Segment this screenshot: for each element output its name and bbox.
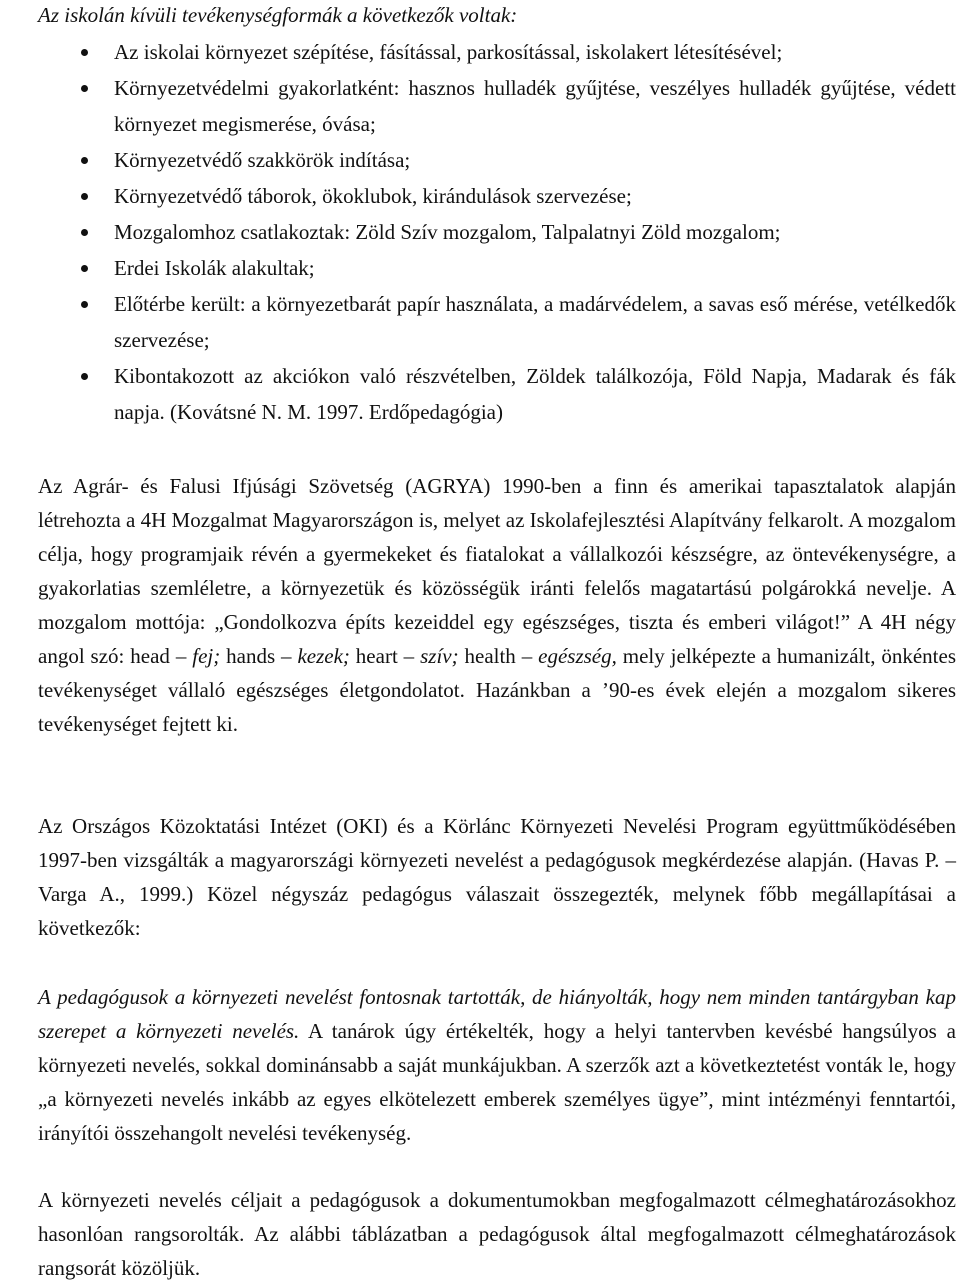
list-item: Környezetvédő táborok, ökoklubok, kirándulások szervezése; — [114, 178, 956, 214]
agrya-sziv: szív; — [420, 644, 459, 668]
agrya-text-4: health – — [458, 644, 539, 668]
agrya-text-1: Az Agrár- és Falusi Ifjúsági Szövetség (AGRYA) 1990-ben a finn és amerikai tapasztalatok alapján létrehozta a 4H Mozgalmat Magyarországon is, melyet az Iskolafejlesztési Alapítvány felkarolt. A mozgalom célja, hogy programjaik révén a gyermekeket és fiatalokat a vállalkozói készségre, az öntevékenységre, a gyakorlatias szemléletre, a környezetük és közösségük iránti felelős magatartású polgárokká nevelje. A mozgalom mottója: „Gondolkozva építs kezeiddel egy egészséges, tiszta és emberi világot!” A 4H négy angol szó: head – — [38, 474, 956, 668]
activities-heading: Az iskolán kívüli tevékenységformák a következők voltak: — [38, 3, 518, 27]
agrya-text-5: mely jelképezte a humanizált, önkéntes tevékenységet vállaló egészséges életgondolatot. Hazánkban a ’90-es évek elején a mozgalom sikeres tevékenységet fejtett ki. — [38, 644, 956, 736]
agrya-paragraph — [38, 469, 956, 741]
findings-text: A tanárok úgy értékelték, hogy a helyi tantervben kevésbé hangsúlyos a környezeti nevelés, sokkal dominánsabb a saját munkájukban. A szerzők azt a következtetést vonták le, hogy „a környezeti nevelés inkább az egyes elkötelezett emberek személyes ügye”, mint intézményi fenntartói, irányítói összehangolt nevelési tevékenység. — [38, 1019, 956, 1145]
list-item: Kibontakozott az akciókon való részvételben, Zöldek találkozója, Föld Napja, Madarak és fák napja. (Kovátsné N. M. 1997. Erdőpedagógia) — [114, 358, 956, 430]
agrya-text-2: hands – — [220, 644, 298, 668]
goals-paragraph: A környezeti nevelés céljait a pedagógusok a dokumentumokban megfogalmazott célmeghatározásokhoz hasonlóan rangsorolták. Az alábbi táblázatban a pedagógusok által megfogalmazott célmeghatározások rangsorát közöljük. — [38, 1188, 956, 1280]
findings-paragraph — [38, 980, 956, 1150]
list-item: Környezetvédelmi gyakorlatként: hasznos hulladék gyűjtése, veszélyes hulladék gyűjtése, védett környezet megismerése, óvása; — [114, 70, 956, 142]
oki-paragraph: Az Országos Közoktatási Intézet (OKI) és a Körlánc Környezeti Nevelési Program együttműködésében 1997-ben vizsgálták a magyarországi környezeti nevelést a pedagógusok megkérdezése alapján. (Havas P. – Varga A., 1999.) Közel négyszáz pedagógus válaszait összegezték, melynek főbb megállapításai a következők: — [38, 814, 956, 940]
list-item: Környezetvédő szakkörök indítása; — [114, 142, 956, 178]
list-item: Az iskolai környezet szépítése, fásítással, parkosítással, iskolakert létesítésével; — [114, 34, 956, 70]
agrya-text-3: heart – — [349, 644, 421, 668]
agrya-kezek: kezek; — [297, 644, 350, 668]
agrya-egeszseg: egészség, — [538, 644, 617, 668]
list-item: Mozgalomhoz csatlakoztak: Zöld Szív mozgalom, Talpalatnyi Zöld mozgalom; — [114, 214, 956, 250]
findings-italic: A pedagógusok a környezeti nevelést fontosnak tartották, de hiányolták, hogy nem minden tantárgyban kap szerepet a környezeti nevelés. — [38, 985, 956, 1043]
list-item: Előtérbe került: a környezetbarát papír használata, a madárvédelem, a savas eső mérése, vetélkedők szervezése; — [114, 286, 956, 358]
agrya-fej: fej; — [192, 644, 221, 668]
activities-list — [0, 34, 960, 430]
list-item: Erdei Iskolák alakultak; — [114, 250, 956, 286]
